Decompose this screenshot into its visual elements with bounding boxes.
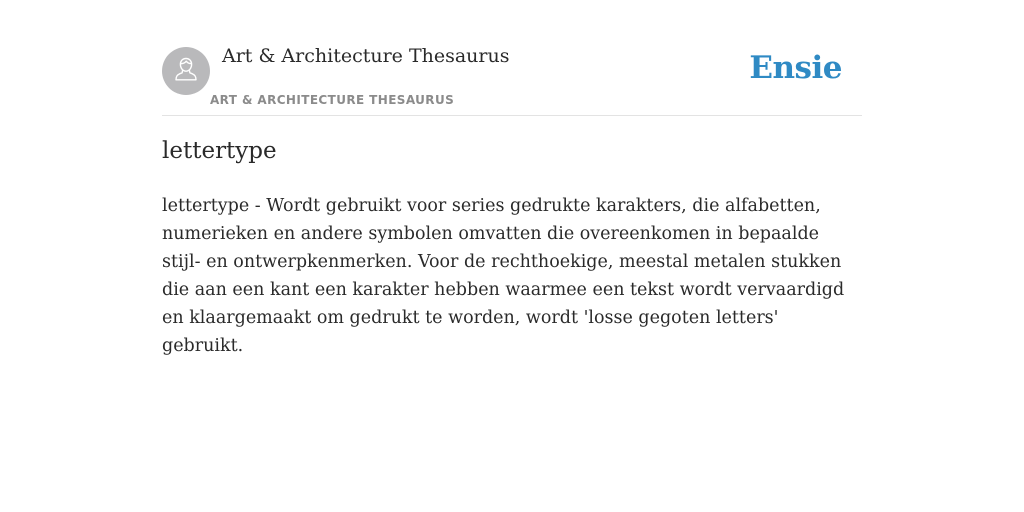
term-title: lettertype (162, 138, 277, 164)
ensie-logo[interactable]: Ensie (749, 50, 842, 86)
user-silhouette-icon (171, 54, 201, 89)
author-subtitle[interactable]: ART & ARCHITECTURE THESAURUS (210, 93, 455, 107)
author-name[interactable]: Art & Architecture Thesaurus (222, 45, 510, 67)
content-container (162, 0, 862, 356)
avatar[interactable] (162, 47, 210, 95)
author-header (162, 0, 862, 116)
term-definition: lettertype - Wordt gebruikt voor series gedrukte karakters, die alfabetten, numerieken en andere symbolen omvatten die overeenkomen in bepaalde stijl- en ontwerpkenmerken. Voor de rechthoekige, meestal metalen stukken die aan een kant een karakter hebben waarmee een tekst wordt vervaardigd en klaargemaakt om gedrukt te worden, wordt 'losse gegoten letters' gebruikt. (162, 196, 845, 356)
